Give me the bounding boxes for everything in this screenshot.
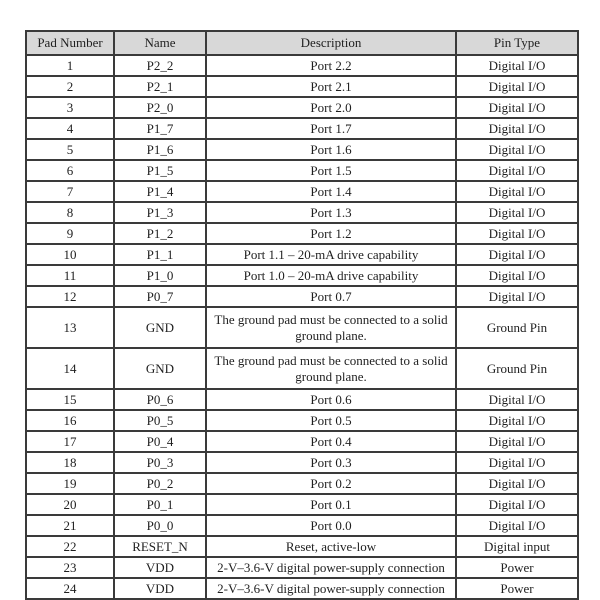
table-row bbox=[26, 473, 578, 494]
pad-number-cell: 7 bbox=[26, 181, 114, 202]
table-row bbox=[26, 578, 578, 599]
table-row bbox=[26, 389, 578, 410]
pad-number-cell: 5 bbox=[26, 139, 114, 160]
pin-type-cell: Digital I/O bbox=[456, 202, 578, 223]
pin-type-cell: Digital I/O bbox=[456, 160, 578, 181]
description-cell: Port 0.0 bbox=[206, 515, 456, 536]
description-cell: Port 0.2 bbox=[206, 473, 456, 494]
pin-type-cell: Digital I/O bbox=[456, 410, 578, 431]
pin-type-cell: Digital I/O bbox=[456, 181, 578, 202]
pin-type-cell: Digital I/O bbox=[456, 55, 578, 76]
pad-number-cell: 6 bbox=[26, 160, 114, 181]
name-cell: P1_3 bbox=[114, 202, 206, 223]
pad-function-table bbox=[25, 30, 579, 600]
pin-type-cell: Digital I/O bbox=[456, 515, 578, 536]
description-cell: Port 1.7 bbox=[206, 118, 456, 139]
pin-type-cell: Digital I/O bbox=[456, 452, 578, 473]
pad-number-cell: 2 bbox=[26, 76, 114, 97]
description-cell: 2-V–3.6-V digital power-supply connection bbox=[206, 578, 456, 599]
name-cell: P2_1 bbox=[114, 76, 206, 97]
description-cell: Port 2.2 bbox=[206, 55, 456, 76]
description-cell: Port 1.2 bbox=[206, 223, 456, 244]
table-row bbox=[26, 452, 578, 473]
description-cell: Port 1.6 bbox=[206, 139, 456, 160]
pad-number-cell: 15 bbox=[26, 389, 114, 410]
table-body bbox=[26, 55, 578, 599]
description-cell: The ground pad must be connected to a solid ground plane. bbox=[206, 348, 456, 389]
pad-number-cell: 17 bbox=[26, 431, 114, 452]
pin-type-cell: Digital I/O bbox=[456, 431, 578, 452]
name-cell: P1_6 bbox=[114, 139, 206, 160]
pad-number-cell: 21 bbox=[26, 515, 114, 536]
table-row bbox=[26, 348, 578, 389]
pad-number-cell: 9 bbox=[26, 223, 114, 244]
name-cell: P0_3 bbox=[114, 452, 206, 473]
description-cell: Port 1.0 – 20-mA drive capability bbox=[206, 265, 456, 286]
description-cell: Port 2.0 bbox=[206, 97, 456, 118]
name-cell: P2_2 bbox=[114, 55, 206, 76]
description-cell: Port 1.4 bbox=[206, 181, 456, 202]
description-cell: Port 0.3 bbox=[206, 452, 456, 473]
pin-type-cell: Digital I/O bbox=[456, 265, 578, 286]
table-row bbox=[26, 76, 578, 97]
table-row bbox=[26, 286, 578, 307]
name-cell: GND bbox=[114, 348, 206, 389]
name-cell: P0_6 bbox=[114, 389, 206, 410]
table-row bbox=[26, 536, 578, 557]
name-cell: P1_4 bbox=[114, 181, 206, 202]
col-header-name: Name bbox=[114, 31, 206, 55]
name-cell: VDD bbox=[114, 578, 206, 599]
name-cell: P0_7 bbox=[114, 286, 206, 307]
description-cell: Port 0.1 bbox=[206, 494, 456, 515]
pin-type-cell: Digital I/O bbox=[456, 118, 578, 139]
table-row bbox=[26, 494, 578, 515]
pad-number-cell: 24 bbox=[26, 578, 114, 599]
pad-number-cell: 12 bbox=[26, 286, 114, 307]
pad-number-cell: 8 bbox=[26, 202, 114, 223]
name-cell: P1_0 bbox=[114, 265, 206, 286]
name-cell: P2_0 bbox=[114, 97, 206, 118]
pin-type-cell: Digital I/O bbox=[456, 286, 578, 307]
name-cell: P1_2 bbox=[114, 223, 206, 244]
pin-type-cell: Digital I/O bbox=[456, 139, 578, 160]
table-row bbox=[26, 307, 578, 348]
pin-type-cell: Digital I/O bbox=[456, 473, 578, 494]
pin-type-cell: Digital I/O bbox=[456, 494, 578, 515]
table-row bbox=[26, 557, 578, 578]
table-row bbox=[26, 431, 578, 452]
table-row bbox=[26, 97, 578, 118]
description-cell: Port 0.5 bbox=[206, 410, 456, 431]
pad-number-cell: 1 bbox=[26, 55, 114, 76]
pad-number-cell: 23 bbox=[26, 557, 114, 578]
pad-number-cell: 3 bbox=[26, 97, 114, 118]
pin-type-cell: Power bbox=[456, 578, 578, 599]
table-row bbox=[26, 139, 578, 160]
pin-type-cell: Digital I/O bbox=[456, 244, 578, 265]
pad-number-cell: 16 bbox=[26, 410, 114, 431]
name-cell: RESET_N bbox=[114, 536, 206, 557]
table-row bbox=[26, 118, 578, 139]
col-header-description: Description bbox=[206, 31, 456, 55]
description-cell: Port 0.4 bbox=[206, 431, 456, 452]
pad-number-cell: 11 bbox=[26, 265, 114, 286]
name-cell: P0_1 bbox=[114, 494, 206, 515]
table-row bbox=[26, 223, 578, 244]
name-cell: GND bbox=[114, 307, 206, 348]
table-row bbox=[26, 410, 578, 431]
description-cell: Port 0.6 bbox=[206, 389, 456, 410]
description-cell: 2-V–3.6-V digital power-supply connection bbox=[206, 557, 456, 578]
description-cell: Port 1.3 bbox=[206, 202, 456, 223]
name-cell: P0_5 bbox=[114, 410, 206, 431]
pin-type-cell: Digital I/O bbox=[456, 76, 578, 97]
pad-number-cell: 22 bbox=[26, 536, 114, 557]
table-row bbox=[26, 244, 578, 265]
name-cell: P0_0 bbox=[114, 515, 206, 536]
description-cell: Reset, active-low bbox=[206, 536, 456, 557]
pad-number-cell: 20 bbox=[26, 494, 114, 515]
description-cell: The ground pad must be connected to a solid ground plane. bbox=[206, 307, 456, 348]
description-cell: Port 0.7 bbox=[206, 286, 456, 307]
description-cell: Port 1.1 – 20-mA drive capability bbox=[206, 244, 456, 265]
name-cell: P0_2 bbox=[114, 473, 206, 494]
table-row bbox=[26, 202, 578, 223]
table-row bbox=[26, 181, 578, 202]
pad-function-table-container bbox=[25, 30, 577, 600]
table-row bbox=[26, 265, 578, 286]
pad-number-cell: 13 bbox=[26, 307, 114, 348]
pin-type-cell: Digital I/O bbox=[456, 97, 578, 118]
pad-number-cell: 14 bbox=[26, 348, 114, 389]
pad-number-cell: 18 bbox=[26, 452, 114, 473]
pad-number-cell: 19 bbox=[26, 473, 114, 494]
pin-type-cell: Ground Pin bbox=[456, 307, 578, 348]
pin-type-cell: Power bbox=[456, 557, 578, 578]
table-row bbox=[26, 160, 578, 181]
header-row bbox=[26, 31, 578, 55]
name-cell: P0_4 bbox=[114, 431, 206, 452]
table-row bbox=[26, 55, 578, 76]
name-cell: VDD bbox=[114, 557, 206, 578]
table-row bbox=[26, 515, 578, 536]
description-cell: Port 1.5 bbox=[206, 160, 456, 181]
pin-type-cell: Digital input bbox=[456, 536, 578, 557]
description-cell: Port 2.1 bbox=[206, 76, 456, 97]
pad-number-cell: 4 bbox=[26, 118, 114, 139]
pin-type-cell: Digital I/O bbox=[456, 223, 578, 244]
pin-type-cell: Ground Pin bbox=[456, 348, 578, 389]
col-header-pin-type: Pin Type bbox=[456, 31, 578, 55]
pad-number-cell: 10 bbox=[26, 244, 114, 265]
col-header-pad-number: Pad Number bbox=[26, 31, 114, 55]
pin-type-cell: Digital I/O bbox=[456, 389, 578, 410]
name-cell: P1_5 bbox=[114, 160, 206, 181]
name-cell: P1_1 bbox=[114, 244, 206, 265]
name-cell: P1_7 bbox=[114, 118, 206, 139]
